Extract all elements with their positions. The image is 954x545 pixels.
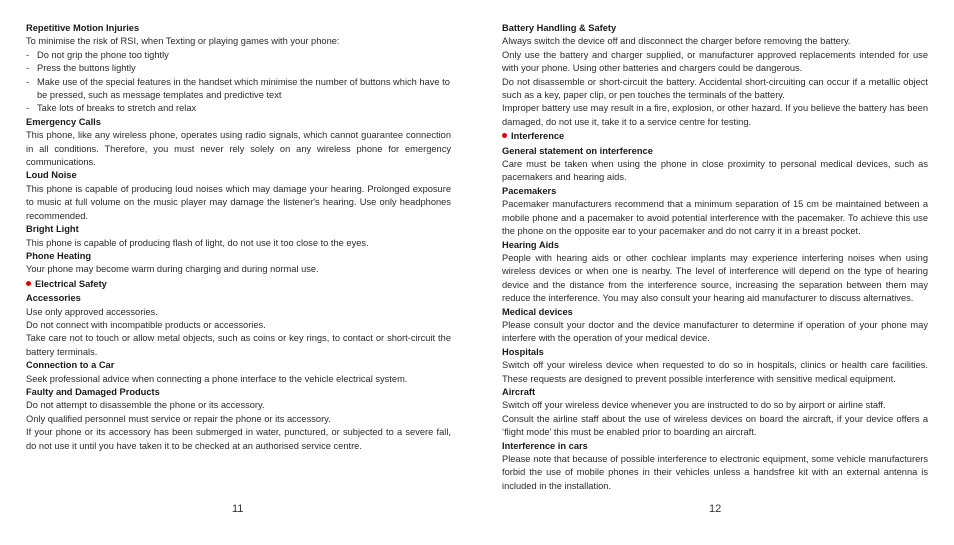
hospitals-text: Switch off your wireless device when requested to do so in hospitals, clinics or health care facilities. These requests are designed to prevent possible interference with sensitive medical equipment. bbox=[502, 360, 928, 384]
bright-text: This phone is capable of producing flash of light, do not use it too close to the eyes. bbox=[26, 237, 369, 248]
list-item: - Press the buttons lightly bbox=[26, 62, 451, 75]
list-item: - Take lots of breaks to stretch and relax bbox=[26, 102, 451, 115]
emergency-text: This phone, like any wireless phone, operates using radio signals, which cannot guarantee connection in all conditions. Therefore, you must never rely solely on any wireless phone for emergency communications. bbox=[26, 130, 451, 168]
page-number: 11 bbox=[232, 503, 244, 515]
faulty-text: Only qualified personnel must service or repair the phone or its accessory. bbox=[26, 413, 331, 424]
hearing-heading: Hearing Aids bbox=[502, 239, 559, 250]
pacemakers-text: Pacemaker manufacturers recommend that a minimum separation of 15 cm be maintained between a mobile phone and a pacemaker to avoid potential interference with the pacemaker. To achieve this use the phone on the opposite ear to your pacemaker and do not carry it in a breast pocket. bbox=[502, 199, 928, 237]
right-page bbox=[502, 22, 928, 493]
dash-icon: - bbox=[26, 103, 30, 114]
aircraft-heading: Aircraft bbox=[502, 386, 536, 397]
accessories-heading: Accessories bbox=[26, 293, 81, 304]
accessories-text: Do not connect with incompatible products or accessories. bbox=[26, 319, 266, 330]
battery-heading: Battery Handling & Safety bbox=[502, 23, 617, 33]
battery-text: Improper battery use may result in a fire, explosion, or other hazard. If you believe the battery has been damaged, do not use it, take it to a service centre for testing. bbox=[502, 103, 928, 127]
hospitals-heading: Hospitals bbox=[502, 346, 544, 357]
dash-icon: - bbox=[26, 76, 30, 87]
list-item: - Do not grip the phone too tightly bbox=[26, 49, 451, 62]
list-item: - Make use of the special features in the handset which minimise the number of buttons which have to be pressed, such as message templates and predictive text bbox=[26, 76, 450, 101]
medical-heading: Medical devices bbox=[502, 306, 573, 317]
bright-heading: Bright Light bbox=[26, 224, 79, 235]
faulty-heading: Faulty and Damaged Products bbox=[26, 386, 160, 397]
page-number: 12 bbox=[709, 503, 722, 515]
battery-text: Only use the battery and charger supplied, or manufacturer approved replacements intended for use with your phone. Using other batteries and chargers could be dangerous. bbox=[502, 49, 928, 74]
aircraft-text: Switch off your wireless device whenever you are instructed to do so by airport or airline staff. bbox=[502, 400, 886, 411]
pacemakers-heading: Pacemakers bbox=[502, 185, 557, 196]
heating-text: Your phone may become warm during charging and during normal use. bbox=[26, 264, 319, 275]
car-heading: Connection to a Car bbox=[26, 360, 115, 371]
emergency-heading: Emergency Calls bbox=[26, 116, 101, 127]
battery-text: Always switch the device off and disconnect the charger before removing the battery. bbox=[502, 36, 851, 47]
rsi-heading: Repetitive Motion Injuries bbox=[26, 23, 140, 33]
interference-section-title: Interference bbox=[502, 130, 928, 143]
electrical-section-title: Electrical Safety bbox=[26, 278, 451, 291]
loud-text: This phone is capable of producing loud noises which may damage your hearing. Prolonged exposure to music at full volume on the music player may damage the listener's hearing. Use only headphones recommended. bbox=[26, 183, 451, 221]
accessories-text: Take care not to touch or allow metal objects, such as coins or key rings, to contact or short-circuit the battery terminals. bbox=[26, 333, 451, 357]
bullet-icon bbox=[26, 281, 31, 286]
car-text: Seek professional advice when connecting a phone interface to the vehicle electrical system. bbox=[26, 373, 408, 384]
cars-text: Please note that because of possible interference to electronic equipment, some vehicle manufacturers forbid the use of mobile phones in their vehicles unless a handsfree kit with an external antenna is included in the installation. bbox=[502, 454, 928, 491]
general-text: Care must be taken when using the phone in close proximity to personal medical devices, such as pacemakers and hearing aids. bbox=[502, 159, 928, 183]
battery-text: Do not disassemble or short-circuit the battery. Accidental short-circuiting can occur if a metallic object such as a key, paper clip, or pen touches the terminals of the battery. bbox=[502, 76, 928, 101]
aircraft-text: Consult the airline staff about the use of wireless devices on board the aircraft, if your device offers a ‘flight mode’ this must be enabled prior to boarding an aircraft. bbox=[502, 413, 928, 438]
heating-heading: Phone Heating bbox=[26, 250, 92, 261]
faulty-text: Do not attempt to disassemble the phone or its accessory. bbox=[26, 400, 265, 411]
dash-icon: - bbox=[26, 49, 30, 60]
rsi-intro: To minimise the risk of RSI, when Texting or playing games with your phone: bbox=[26, 36, 340, 47]
cars-heading: Interference in cars bbox=[502, 440, 588, 451]
loud-heading: Loud Noise bbox=[26, 170, 77, 181]
accessories-text: Use only approved accessories. bbox=[26, 306, 158, 317]
left-page bbox=[26, 22, 451, 453]
general-heading: General statement on interference bbox=[502, 145, 653, 156]
hearing-text: People with hearing aids or other cochlear implants may experience interfering noises when using wireless devices or when one is nearby. The level of interference will depend on the type of hearing device and the distance from the interference source, increasing the separation between them may reduce the interference. You may also consult your hearing aid manufacturer to discuss alternatives. bbox=[502, 252, 928, 304]
dash-icon: - bbox=[26, 63, 30, 74]
bullet-icon bbox=[502, 133, 507, 138]
faulty-text: If your phone or its accessory has been submerged in water, punctured, or subjected to a severe fall, do not use it until you have taken it to be checked at an authorised service centre. bbox=[26, 427, 451, 451]
medical-text: Please consult your doctor and the device manufacturer to determine if operation of your phone may interfere with the operation of your medical device. bbox=[502, 319, 928, 344]
